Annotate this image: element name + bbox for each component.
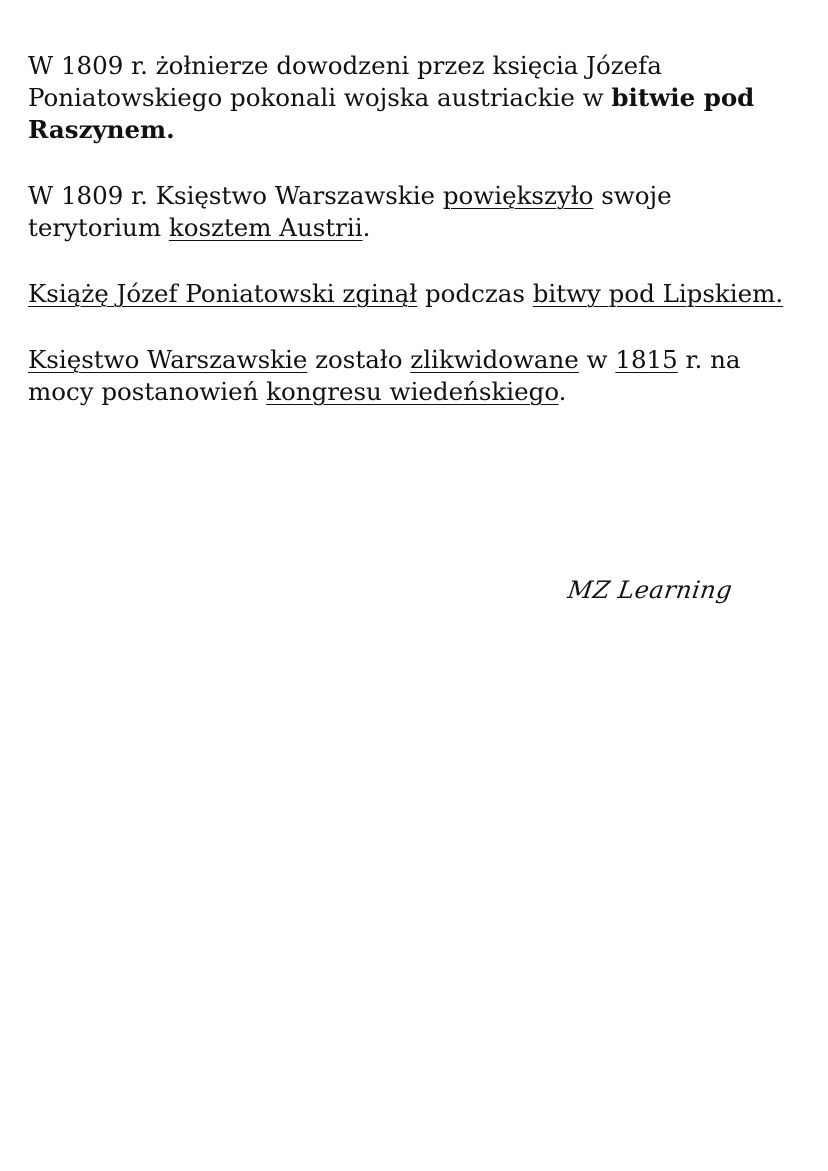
text-segment: W 1809 r. Księstwo Warszawskie xyxy=(28,181,443,210)
text-segment: . xyxy=(362,213,371,242)
underlined-text-kongresu-wiedenskiego: kongresu wiedeńskiego xyxy=(266,377,559,406)
underlined-text-ksiestwo-warszawskie: Księstwo Warszawskie xyxy=(28,345,308,374)
underlined-text-poniatowski-zginal: Książę Józef Poniatowski zginął xyxy=(28,279,418,308)
document-body xyxy=(28,50,788,442)
underlined-text-kosztem-austrii: kosztem Austrii xyxy=(168,213,363,242)
text-segment: r. na mocy postanowień xyxy=(28,345,741,406)
bold-text-raszyn: bitwie pod Raszynem. xyxy=(28,83,755,144)
text-segment: . xyxy=(558,377,567,406)
text-segment: zostało xyxy=(307,345,411,374)
text-segment: swoje terytorium xyxy=(28,181,672,242)
paragraph-raszyn xyxy=(28,50,788,146)
paragraph-lipsk xyxy=(28,278,788,310)
text-segment: podczas xyxy=(417,279,533,308)
paragraph-kongres xyxy=(28,344,788,408)
text-segment: W 1809 r. żołnierze dowodzeni przez księcia Józefa Poniatowskiego pokonali wojska austriackie w xyxy=(28,51,662,112)
underlined-text-zlikwidowane: zlikwidowane xyxy=(410,345,579,374)
underlined-text-1815: 1815 xyxy=(615,345,678,374)
paragraph-territory xyxy=(28,180,788,244)
signature-watermark: MZ Learning xyxy=(566,576,735,604)
underlined-text-powiekszylo: powiększyło xyxy=(442,181,594,210)
text-segment: w xyxy=(578,345,616,374)
underlined-text-bitwy-pod-lipskiem: bitwy pod Lipskiem. xyxy=(532,279,784,308)
